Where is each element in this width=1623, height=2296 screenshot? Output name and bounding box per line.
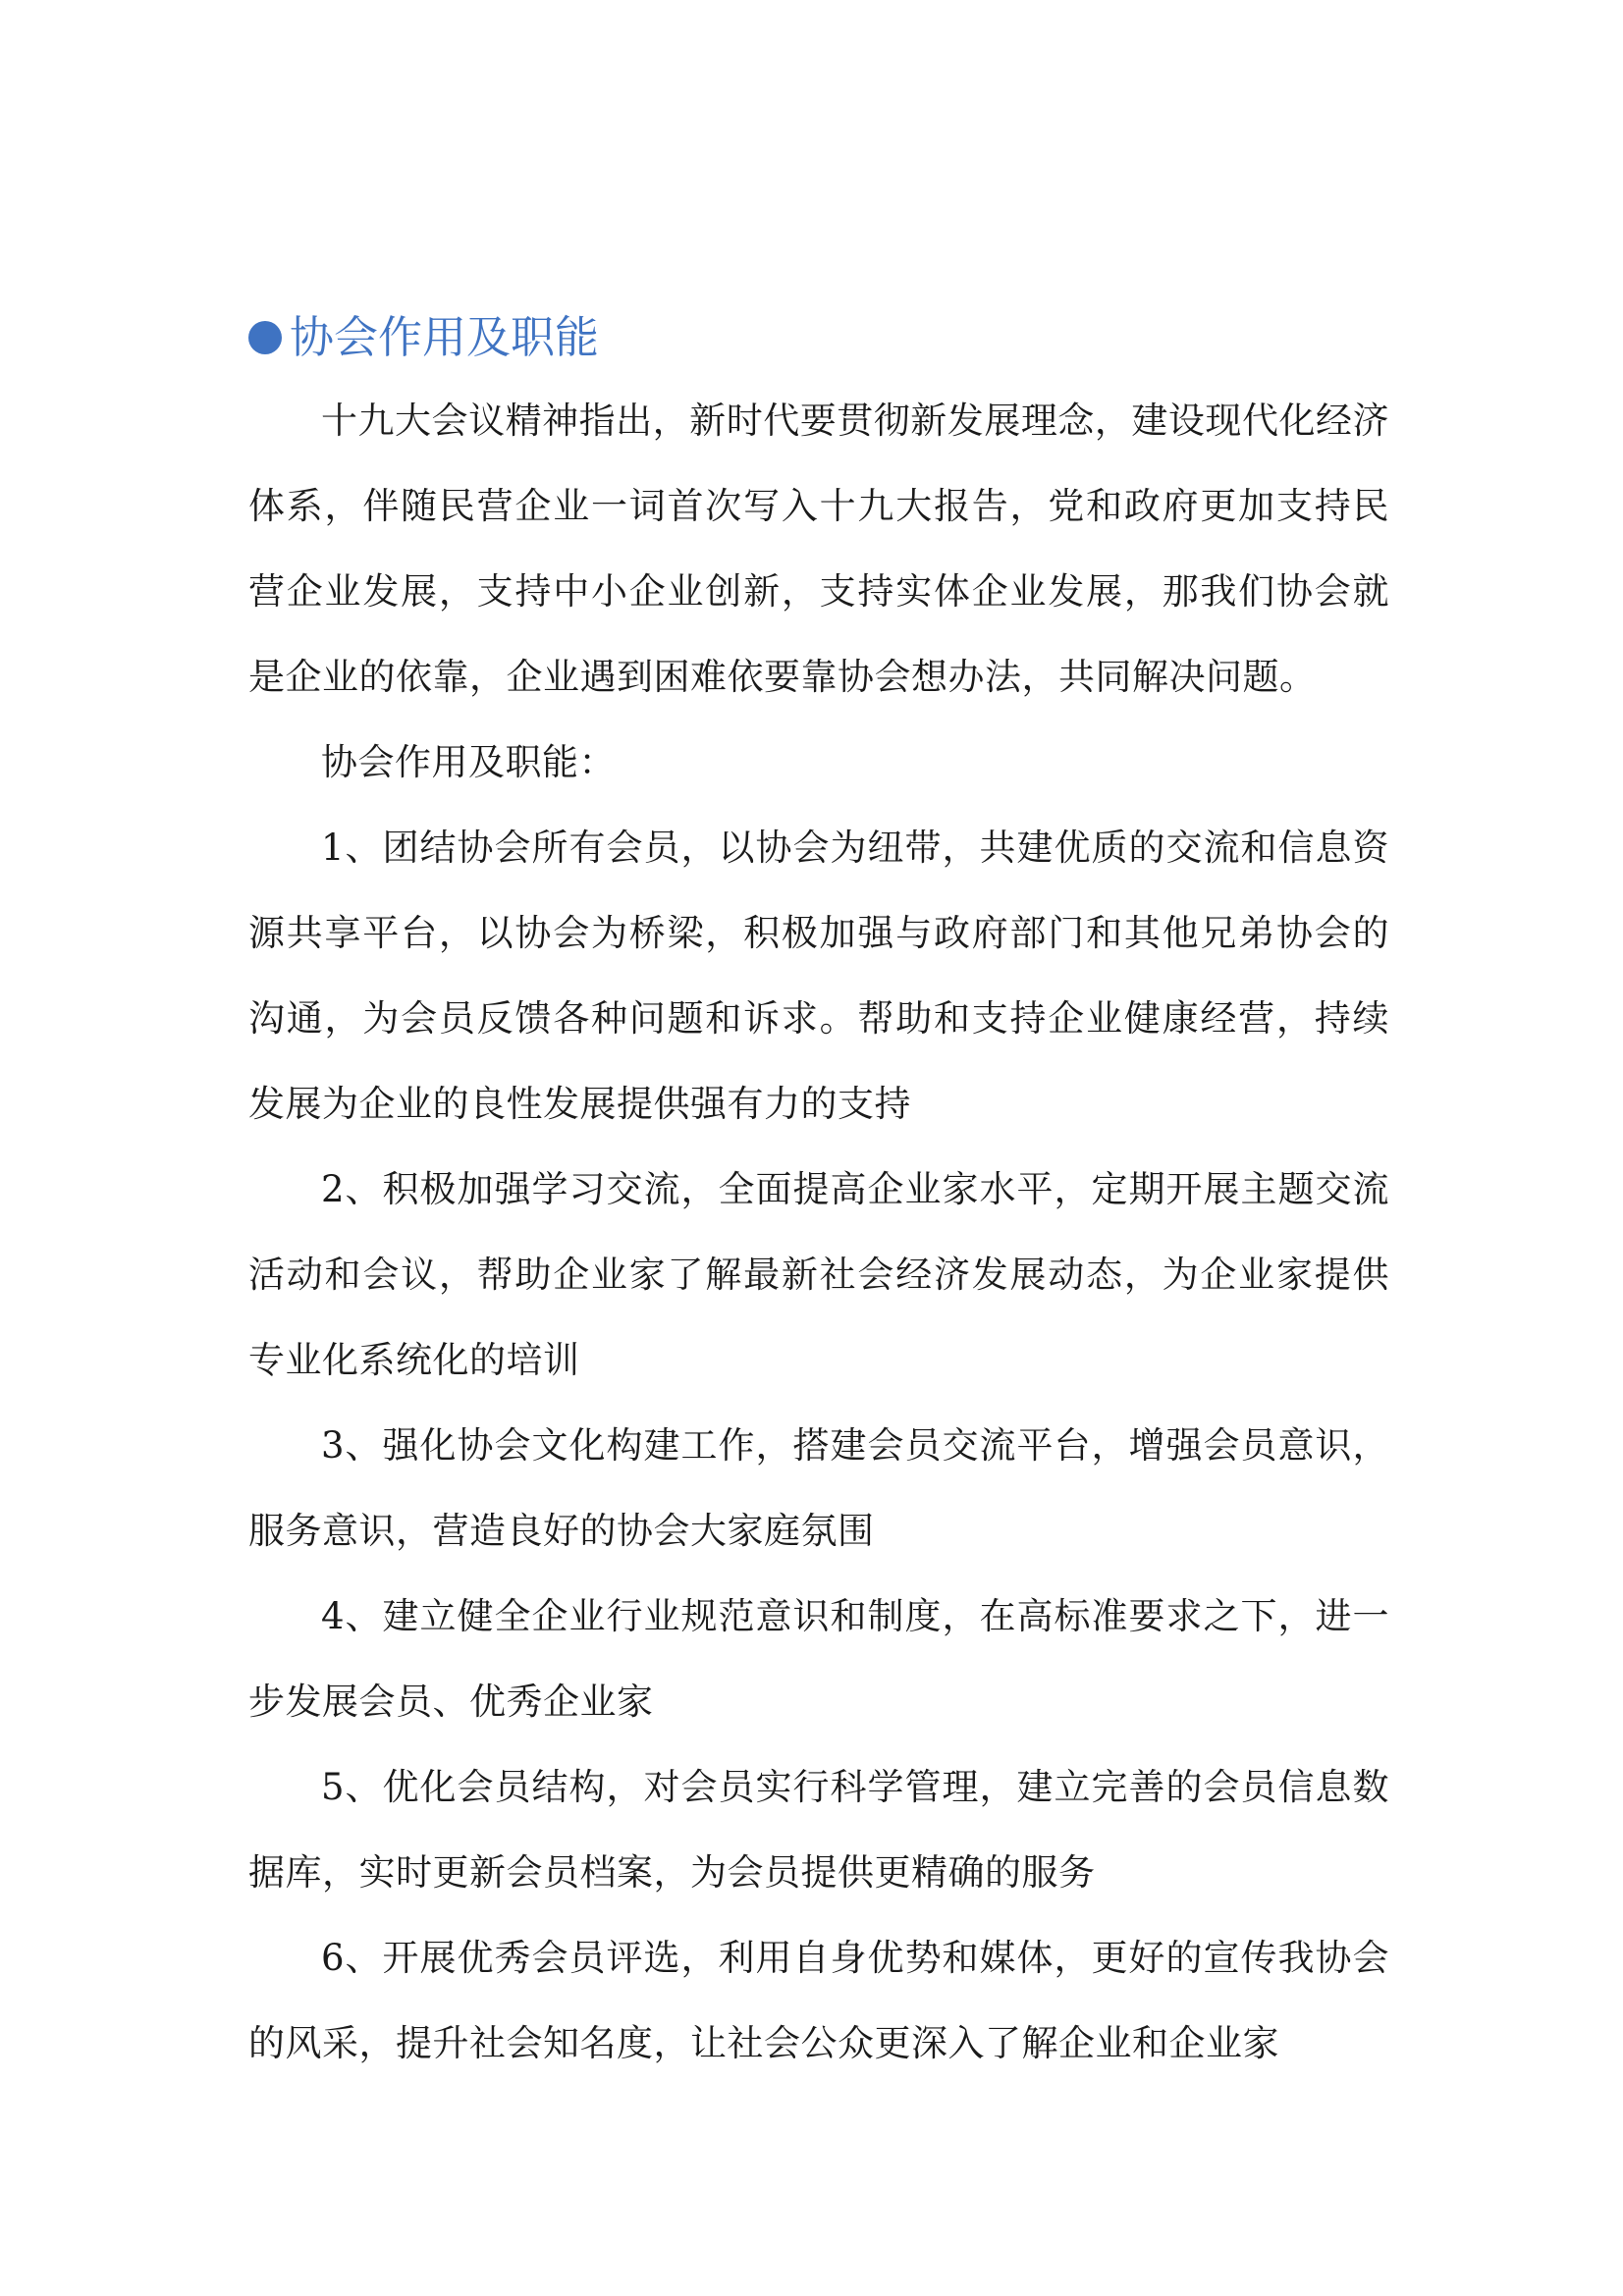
- paragraph-item-2: 2、积极加强学习交流，全面提高企业家水平，定期开展主题交流活动和会议，帮助企业家了解最新社会经济发展动态，为企业家提供专业化系统化的培训: [248, 1168, 1389, 1381]
- section-heading: [248, 306, 599, 369]
- paragraph-functions-label: 协会作用及职能：: [321, 741, 616, 783]
- paragraph-item-6: 6、开展优秀会员评选，利用自身优势和媒体，更好的宣传我协会的风采，提升社会知名度，让社会公众更深入了解企业和企业家: [248, 1937, 1389, 2064]
- paragraph-intro: 十九大会议精神指出，新时代要贯彻新发展理念，建设现代化经济体系，伴随民营企业一词首次写入十九大报告，党和政府更加支持民营企业发展，支持中小企业创新，支持实体企业发展，那我们协会就是企业的依靠，企业遇到困难依要靠协会想办法，共同解决问题。: [248, 400, 1389, 698]
- paragraph-item-1: 1、团结协会所有会员，以协会为纽带，共建优质的交流和信息资源共享平台，以协会为桥梁，积极加强与政府部门和其他兄弟协会的沟通，为会员反馈各种问题和诉求。帮助和支持企业健康经营，持续发展为企业的良性发展提供强有力的支持: [248, 827, 1389, 1125]
- bullet-dot-icon: [248, 321, 282, 354]
- paragraph-item-3: 3、强化协会文化构建工作，搭建会员交流平台，增强会员意识，服务意识，营造良好的协会大家庭氛围: [248, 1424, 1389, 1552]
- paragraph-item-5: 5、优化会员结构，对会员实行科学管理，建立完善的会员信息数据库，实时更新会员档案，为会员提供更精确的服务: [248, 1766, 1389, 1894]
- body-text: [248, 378, 1389, 2086]
- paragraph-item-4: 4、建立健全企业行业规范意识和制度，在高标准要求之下，进一步发展会员、优秀企业家: [248, 1595, 1389, 1723]
- section-title: 协会作用及职能: [290, 311, 600, 363]
